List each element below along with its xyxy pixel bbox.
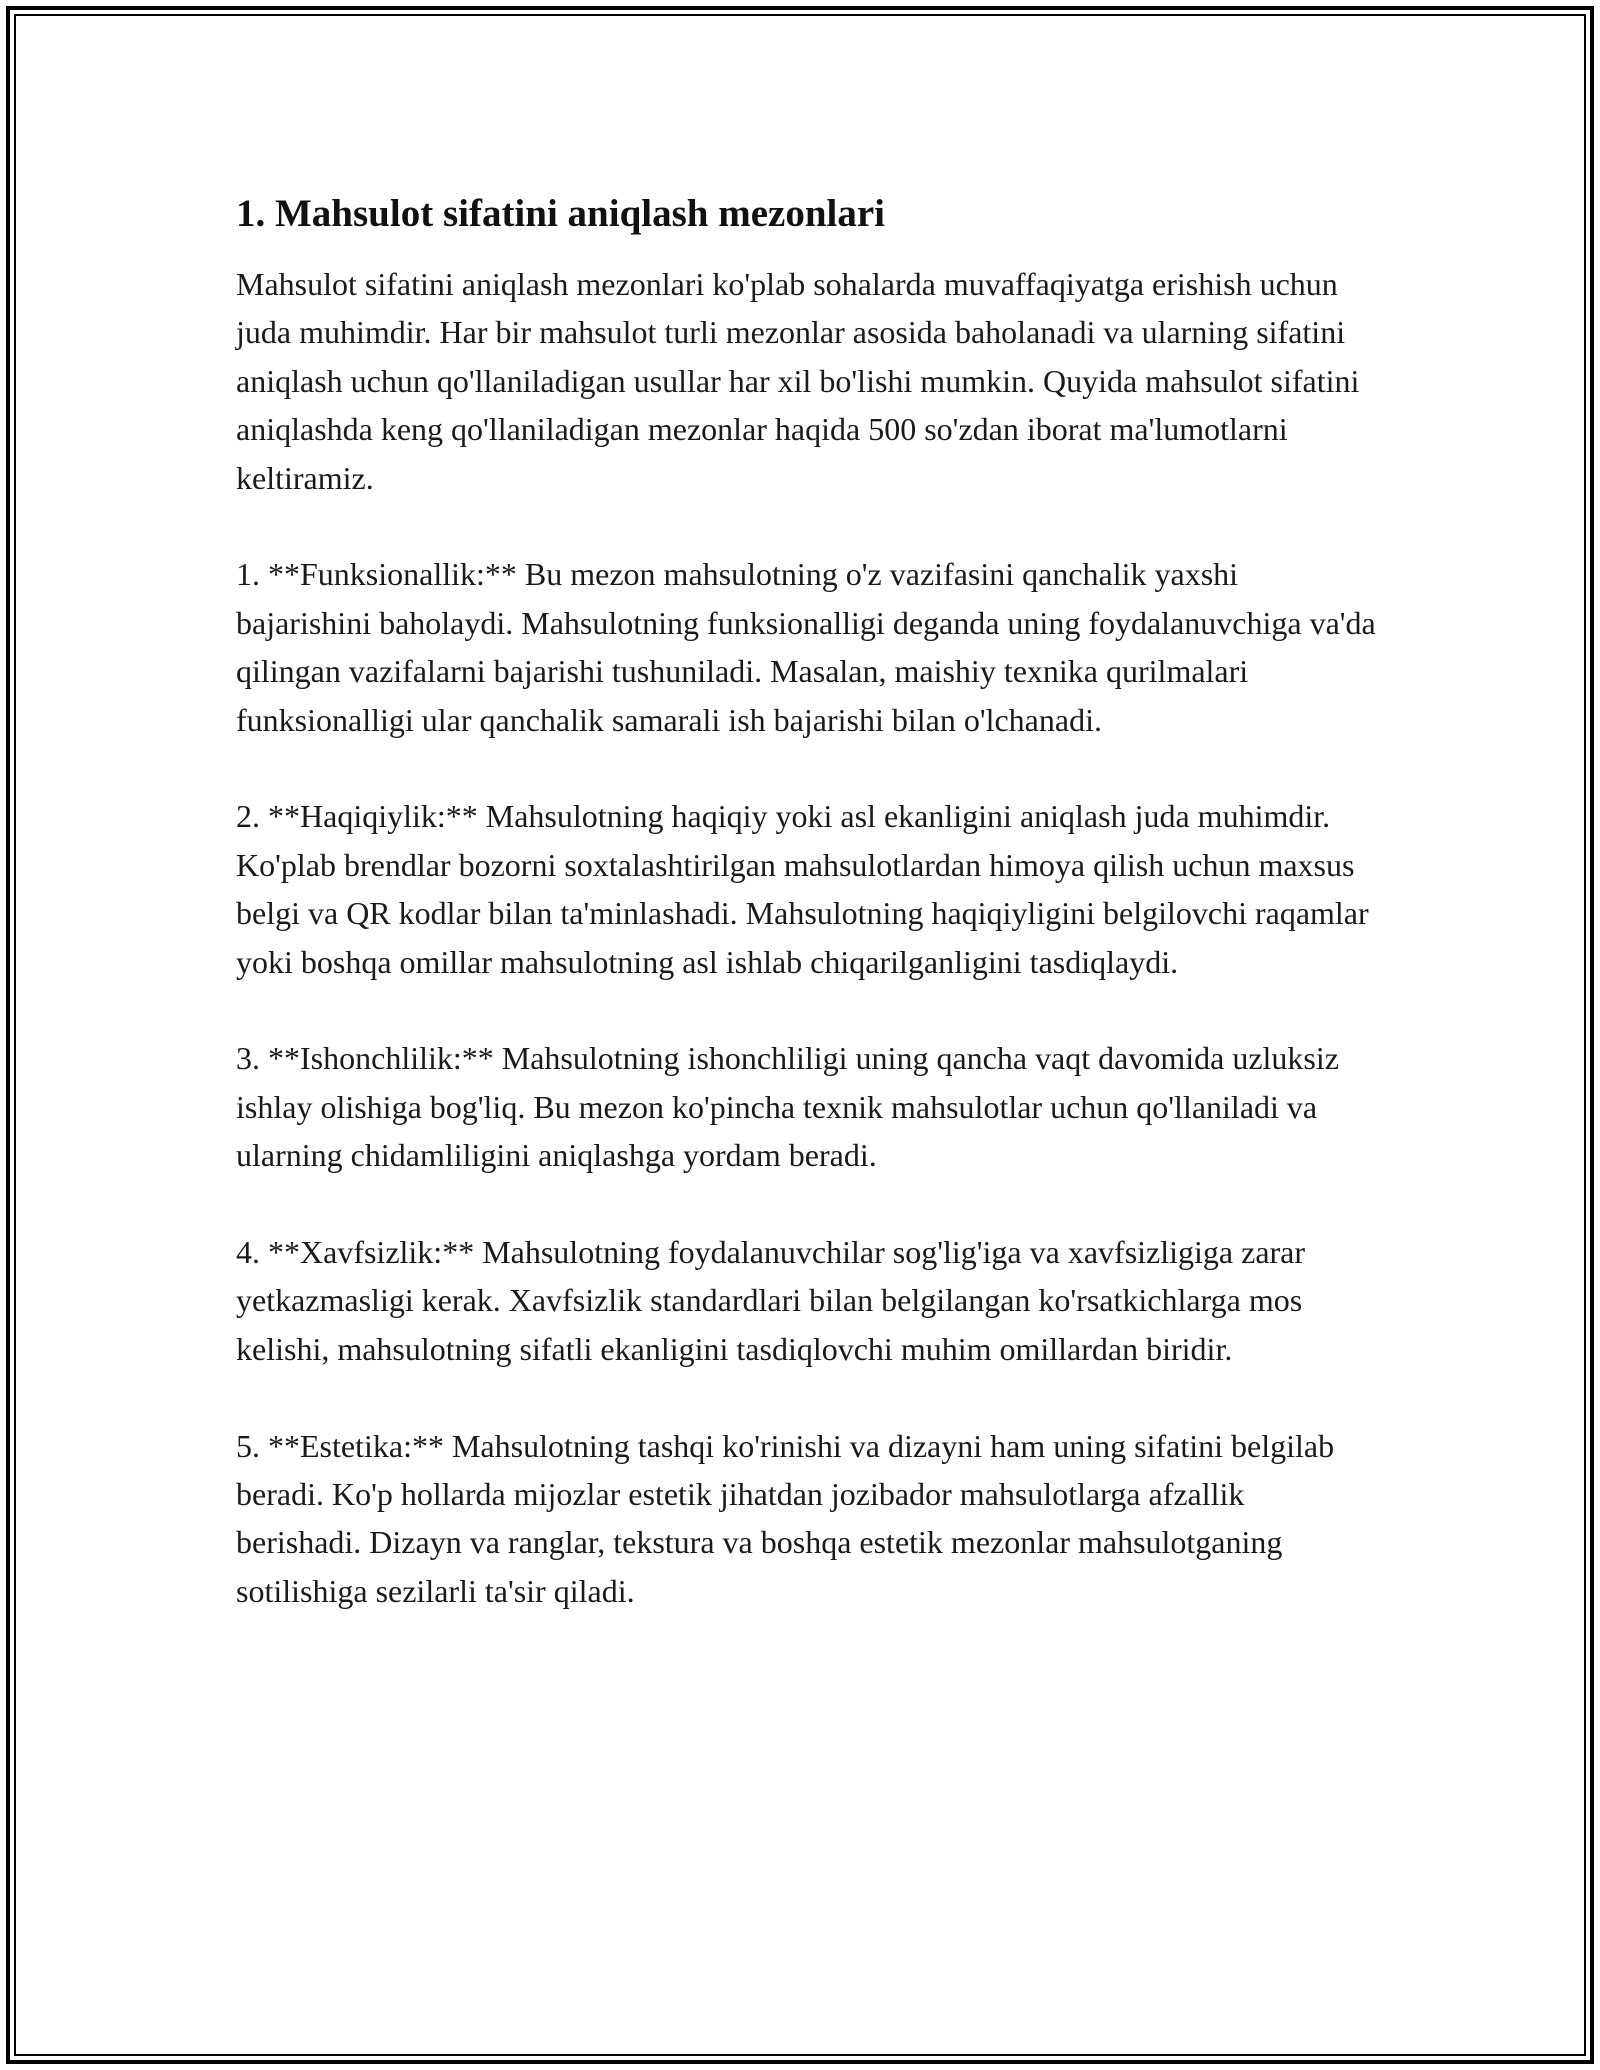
criterion-safety: 4. **Xavfsizlik:** Mahsulotning foydalanuvchilar sog'lig'iga va xavfsizligiga zarar yetkazmasligi kerak. Xavfsizlik standardlari bilan belgilangan ko'rsatkichlarga mos kelishi, mahsulotning sifatli ekanligini tasdiqlovchi muhim omillardan biridir.: [236, 1234, 1306, 1367]
section-heading: 1. Mahsulot sifatini aniqlash mezonlari: [236, 192, 885, 235]
document-body: [236, 188, 1376, 1664]
criterion-functionality: 1. **Funksionallik:** Bu mezon mahsulotning o'z vazifasini qanchalik yaxshi bajarishini baholaydi. Mahsulotning funksionalligi deganda uning foydalanuvchiga va'da qilingan vazifalarni bajarishi tushuniladi. Masalan, maishiy texnika qurilmalari funksionalligi ular qanchalik samarali ish bajarishi bilan o'lchanadi.: [236, 556, 1376, 738]
criterion-reliability: 3. **Ishonchlilik:** Mahsulotning ishonchliligi uning qancha vaqt davomida uzluksiz ishlay olishiga bog'liq. Bu mezon ko'pincha texnik mahsulotlar uchun qo'llaniladi va ularning chidamliligini aniqlashga yordam beradi.: [236, 1040, 1339, 1174]
criterion-authenticity: 2. **Haqiqiylik:** Mahsulotning haqiqiy yoki asl ekanligini aniqlash juda muhimdir. Ko'plab brendlar bozorni soxtalashtirilgan mahsulotlardan himoya qilish uchun maxsus belgi va QR kodlar bilan ta'minlashadi. Mahsulotning haqiqiyligini belgilovchi raqamlar yoki boshqa omillar mahsulotning asl ishlab chiqarilganligini tasdiqlaydi.: [236, 798, 1369, 980]
intro-paragraph: Mahsulot sifatini aniqlash mezonlari ko'plab sohalarda muvaffaqiyatga erishish uchun juda muhimdir. Har bir mahsulot turli mezonlar asosida baholanadi va ularning sifatini aniqlash uchun qo'llaniladigan usullar har xil bo'lishi mumkin. Quyida mahsulot sifatini aniqlashda keng qo'llaniladigan mezonlar haqida 500 so'zdan iborat ma'lumotlarni keltiramiz.: [236, 266, 1360, 496]
criterion-aesthetics: 5. **Estetika:** Mahsulotning tashqi ko'rinishi va dizayni ham uning sifatini belgilab beradi. Ko'p hollarda mijozlar estetik jihatdan jozibador mahsulotlarga afzallik berishadi. Dizayn va ranglar, tekstura va boshqa estetik mezonlar mahsulotganing sotilishiga sezilarli ta'sir qiladi.: [236, 1427, 1335, 1609]
